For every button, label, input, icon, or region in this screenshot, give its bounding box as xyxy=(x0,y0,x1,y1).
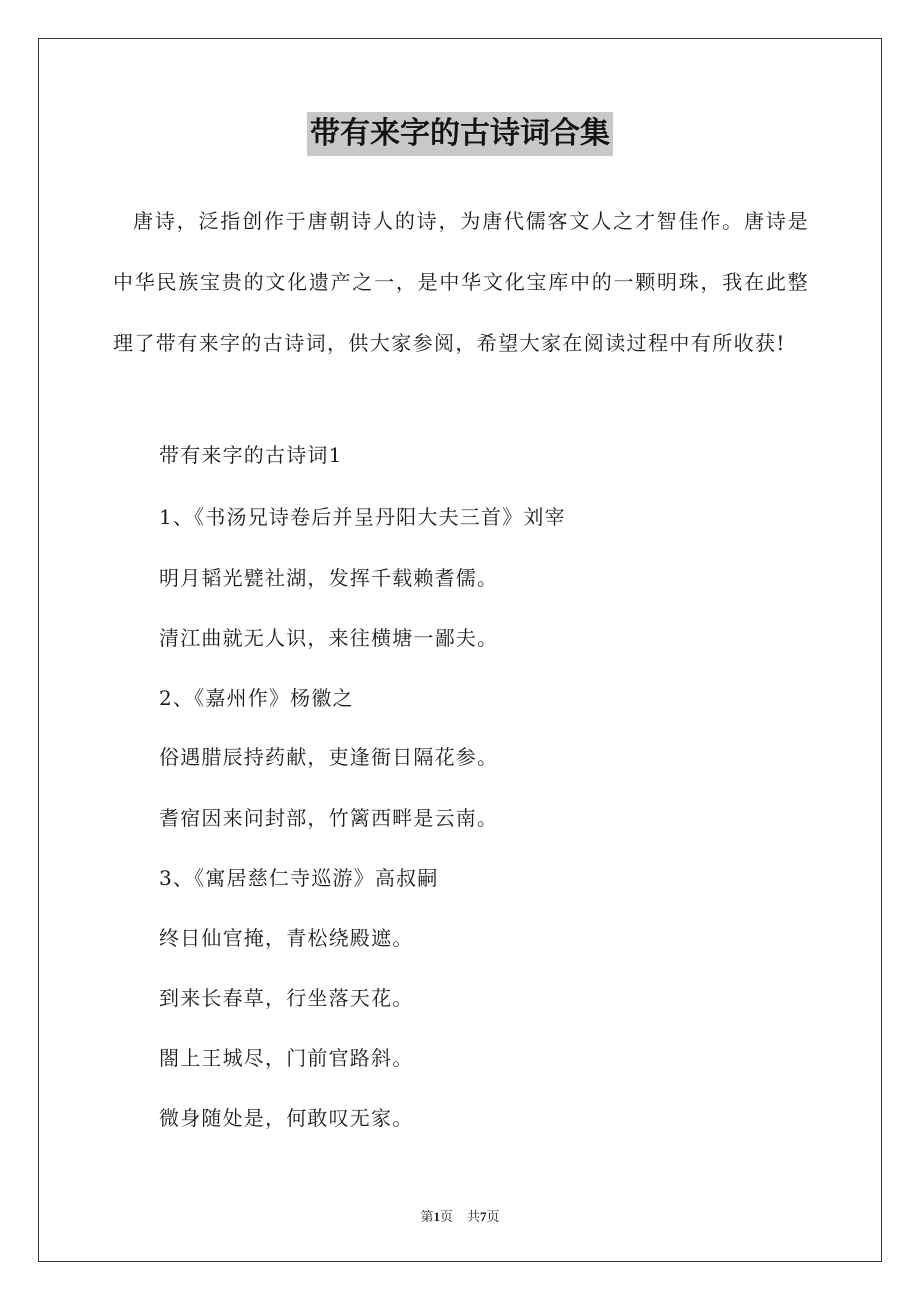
poem-line: 微身随处是，何敢叹无家。 xyxy=(159,1106,414,1130)
section-heading: 带有来字的古诗词1 xyxy=(159,443,343,467)
intro-paragraph: 唐诗，泛指创作于唐朝诗人的诗，为唐代儒客文人之才智佳作。唐诗是中华民族宝贵的文化遗产之一，是中华文化宝库中的一颗明珠，我在此整理了带有来字的古诗词，供大家参阅，希望大家在阅读过程中有所收获! xyxy=(113,209,809,355)
page-total: 7 xyxy=(480,1209,487,1224)
poem-title: 2、《嘉州作》杨徽之 xyxy=(159,686,354,710)
poem-line: 俗遇腊辰持药献，吏逢衙日隔花参。 xyxy=(159,745,499,769)
poem-line: 到来长春草，行坐落天花。 xyxy=(159,986,414,1010)
poem-line: 耆宿因来问封部，竹篱西畔是云南。 xyxy=(159,806,499,830)
document-title-text: 带有来字的古诗词合集 xyxy=(307,112,613,156)
poem-line: 閤上王城尽，门前官路斜。 xyxy=(159,1046,414,1070)
poem-line: 明月韬光甓社湖，发挥千载赖耆儒。 xyxy=(159,566,499,590)
page-prefix: 第 xyxy=(420,1209,434,1224)
page-current: 1 xyxy=(433,1209,440,1224)
document-title xyxy=(0,112,920,156)
poem-line: 终日仙官掩，青松绕殿遮。 xyxy=(159,926,414,950)
poem-line: 清江曲就无人识，来往横塘一鄙夫。 xyxy=(159,626,499,650)
poem-title: 1、《书汤兄诗卷后并呈丹阳大夫三首》刘宰 xyxy=(159,505,566,529)
total-prefix: 共 xyxy=(467,1209,481,1224)
page-suffix: 页 xyxy=(439,1209,453,1224)
total-suffix: 页 xyxy=(486,1209,500,1224)
poem-title: 3、《寓居慈仁寺巡游》高叔嗣 xyxy=(159,866,439,890)
page-footer xyxy=(0,1206,920,1225)
